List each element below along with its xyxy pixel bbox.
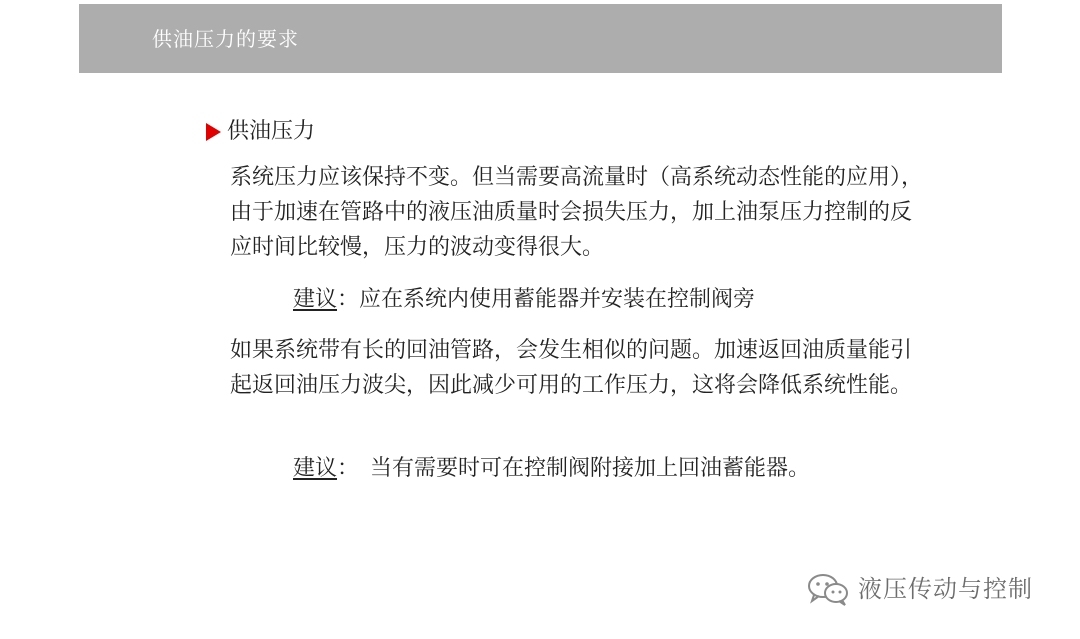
suggestion-label: 建议 — [293, 287, 338, 312]
watermark-text: 液压传动与控制 — [858, 575, 1033, 603]
suggestion-1 — [293, 286, 755, 314]
suggestion-text: 当有需要时可在控制阀附接加上回油蓄能器。 — [348, 456, 811, 481]
paragraph-return-line: 如果系统带有长的回油管路，会发生相似的问题。加速返回油质量能引起返回油压力波尖，因此减少可用的工作压力，这将会降低系统性能。 — [230, 338, 913, 398]
wechat-icon — [806, 572, 850, 606]
page-title: 供油压力的要求 — [152, 27, 299, 51]
paragraph-supply-pressure: 系统压力应该保持不变。但当需要高流量时（高系统动态性能的应用），由于加速在管路中的液压油质量时会损失压力，加上油泵压力控制的反应时间比较慢，压力的波动变得很大。 — [230, 165, 924, 260]
header-bar — [79, 4, 1002, 73]
watermark — [806, 572, 1033, 606]
suggestion-separator: ： — [337, 287, 360, 312]
red-triangle-bullet-icon — [206, 123, 221, 141]
section-heading — [206, 118, 315, 146]
section-heading-label: 供油压力 — [227, 119, 316, 144]
suggestion-separator: ： — [337, 456, 349, 481]
suggestion-2 — [293, 455, 810, 483]
suggestion-text: 应在系统内使用蓄能器并安装在控制阀旁 — [359, 287, 756, 312]
suggestion-label: 建议 — [293, 456, 338, 481]
